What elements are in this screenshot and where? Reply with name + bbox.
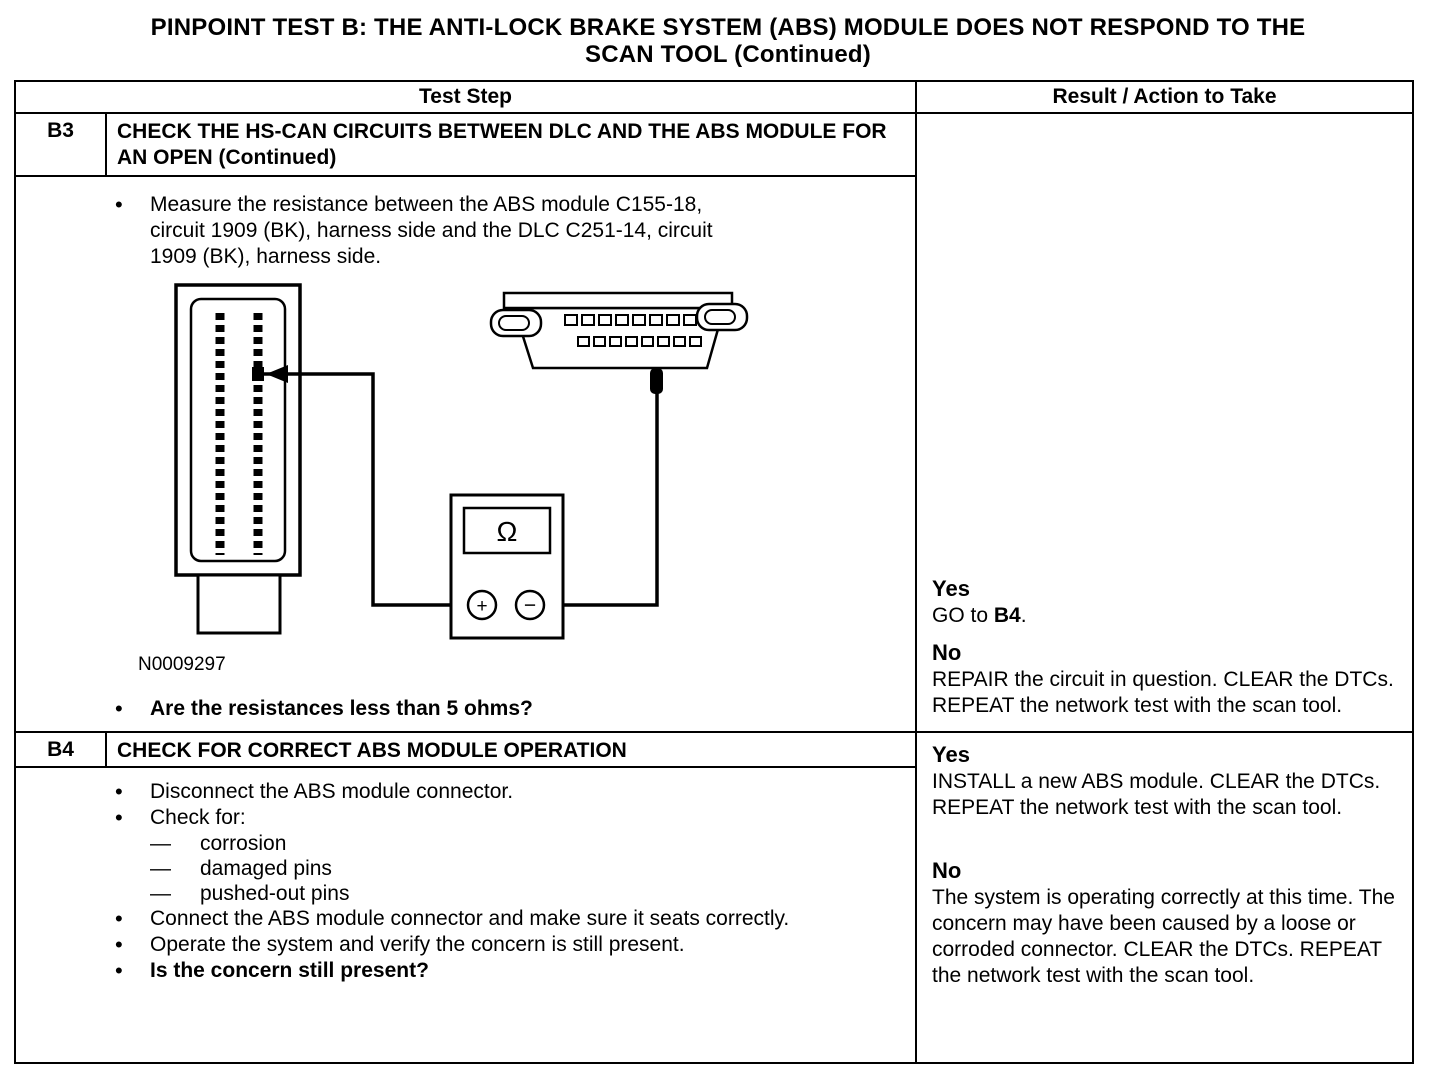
abs-module-connector-icon xyxy=(176,285,300,633)
list-item xyxy=(16,932,915,958)
b4-step-id: B4 xyxy=(16,733,107,766)
b3-yes-action xyxy=(932,603,1398,629)
bullet-icon xyxy=(115,779,150,805)
b4-test-step-cell xyxy=(16,733,917,1062)
b3-question-text: Are the resistances less than 5 ohms? xyxy=(150,697,533,720)
ohmmeter-icon xyxy=(451,495,563,638)
b4-step-title: CHECK FOR CORRECT ABS MODULE OPERATION xyxy=(117,739,627,762)
list-item xyxy=(16,906,915,932)
dash-icon xyxy=(150,881,200,906)
b4-no-label: No xyxy=(932,858,962,883)
b4-step-text: Disconnect the ABS module connector. xyxy=(150,780,514,803)
b3-result-cell xyxy=(917,114,1412,731)
page-title-line1: PINPOINT TEST B: THE ANTI-LOCK BRAKE SYSTEM (ABS) MODULE DOES NOT RESPOND TO THE xyxy=(150,14,1306,41)
b3-step-title: CHECK THE HS-CAN CIRCUITS BETWEEN DLC AND THE ABS MODULE FOR AN OPEN (Continued) xyxy=(117,120,887,169)
b3-measure-text: Measure the resistance between the ABS module C155-18, circuit 1909 (BK), harness side and the DLC C251-14, circuit 1909 (BK), harness side. xyxy=(150,193,713,268)
wiring-diagram xyxy=(141,283,791,645)
minus-icon: − xyxy=(523,594,537,617)
pinpoint-test-table xyxy=(14,80,1414,1064)
bullet-icon xyxy=(115,696,150,723)
dash-icon xyxy=(150,856,200,881)
bullet-icon xyxy=(115,192,150,270)
b4-step-text: Connect the ABS module connector and make sure it seats correctly. xyxy=(150,907,790,930)
b4-result-cell xyxy=(917,733,1412,1062)
b3-yes-action-suffix: . xyxy=(1020,604,1027,627)
probe-tips xyxy=(252,365,663,394)
list-item xyxy=(16,779,915,805)
dlc-connector-icon xyxy=(491,293,747,368)
plus-icon: + xyxy=(476,596,488,617)
b3-step-body xyxy=(16,177,915,731)
bullet-icon xyxy=(115,805,150,831)
b3-test-step-cell xyxy=(16,114,917,731)
b4-question xyxy=(16,958,915,984)
b3-step-id: B3 xyxy=(16,114,107,175)
list-item xyxy=(16,831,915,856)
wiring-diagram-svg xyxy=(141,283,791,645)
b4-step-text: pushed-out pins xyxy=(200,882,350,905)
b3-measure-step xyxy=(16,177,915,270)
b3-title-row xyxy=(16,114,915,177)
bullet-icon xyxy=(115,958,150,984)
dash-icon xyxy=(150,831,200,856)
b4-yes-label: Yes xyxy=(932,742,970,767)
b4-step-text: Operate the system and verify the concern is still present. xyxy=(150,933,685,956)
b4-no-action: The system is operating correctly at this time. The concern may have been caused by a loose or corroded connector. CLEAR the DTCs. REPEAT the network test with the scan tool. xyxy=(932,886,1395,987)
row-b4 xyxy=(16,733,1412,1062)
b3-yes-label: Yes xyxy=(932,576,970,601)
b3-yes-action-target: B4 xyxy=(993,604,1021,627)
b3-question xyxy=(16,696,915,723)
table-header-row xyxy=(16,82,1412,114)
b4-step-text: corrosion xyxy=(200,832,287,855)
page-title-line2: SCAN TOOL (Continued) xyxy=(585,41,871,68)
b4-question-text: Is the concern still present? xyxy=(150,959,429,982)
b4-yes-action: INSTALL a new ABS module. CLEAR the DTCs. REPEAT the network test with the scan tool. xyxy=(932,770,1381,819)
b3-no-action: REPAIR the circuit in question. CLEAR the DTCs. REPEAT the network test with the scan tool. xyxy=(932,668,1394,717)
ohm-symbol: Ω xyxy=(496,516,518,547)
b3-no-label: No xyxy=(932,640,962,665)
b4-step-text: damaged pins xyxy=(200,857,332,880)
bullet-icon xyxy=(115,906,150,932)
row-b3 xyxy=(16,114,1412,733)
figure-label: N0009297 xyxy=(138,654,226,675)
header-test-step: Test Step xyxy=(16,82,917,112)
b4-step-text: Check for: xyxy=(150,806,246,829)
b4-title-row xyxy=(16,733,915,768)
list-item xyxy=(16,881,915,906)
header-result-action: Result / Action to Take xyxy=(1052,85,1277,108)
bullet-icon xyxy=(115,932,150,958)
page-title xyxy=(0,14,1456,68)
b3-yes-action-prefix: GO to xyxy=(932,604,994,627)
b4-step-body xyxy=(16,768,915,1062)
list-item xyxy=(16,856,915,881)
list-item xyxy=(16,805,915,831)
